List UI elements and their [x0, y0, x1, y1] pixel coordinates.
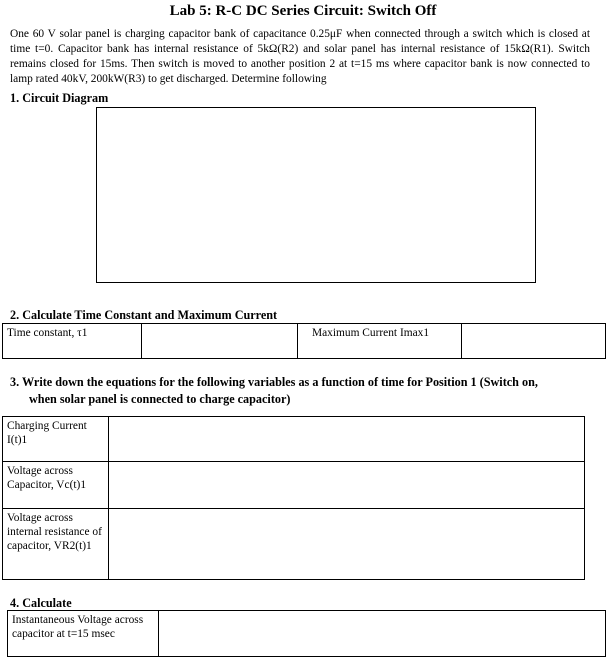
time-constant-label: Time constant, τ1: [3, 324, 142, 359]
charging-current-answer-cell[interactable]: [109, 417, 585, 462]
max-current-label: Maximum Current Imax1: [298, 324, 462, 359]
problem-statement: One 60 V solar panel is charging capacitor bank of capacitance 0.25μF when connected through a switch which is closed at time t=0. Capacitor bank has internal resistance of 5kΩ(R2) and solar panel has internal resistance of 15kΩ(R1). Switch remains closed for 15ms. Then switch is moved to another position 2 at t=15 ms where capacitor bank is now connected to lamp rated 40kV, 200kW(R3) to get discharged. Determine following: [10, 28, 590, 85]
time-constant-table: [2, 323, 606, 359]
equations-table: [2, 416, 585, 580]
section-1-heading: 1. Circuit Diagram: [10, 91, 109, 105]
capacitor-voltage-label: Voltage across Capacitor, Vc(t)1: [3, 462, 109, 509]
time-constant-answer-cell[interactable]: [142, 324, 298, 359]
charging-current-label: Charging Current I(t)1: [3, 417, 109, 462]
instantaneous-voltage-answer-cell[interactable]: [159, 611, 606, 657]
instantaneous-voltage-table: [7, 610, 606, 657]
instantaneous-voltage-label: Instantaneous Voltage across capacitor at t=15 msec: [8, 611, 159, 657]
circuit-diagram-box[interactable]: [96, 107, 536, 283]
internal-resistance-voltage-answer-cell[interactable]: [109, 509, 585, 580]
section-4-heading: 4. Calculate: [10, 596, 72, 610]
section-3-heading-line-1: 3. Write down the equations for the following variables as a function of time for Position 1 (Switch on,: [10, 375, 538, 389]
internal-resistance-voltage-label: Voltage across internal resistance of capacitor, VR2(t)1: [3, 509, 109, 580]
section-2-heading: 2. Calculate Time Constant and Maximum Current: [10, 308, 278, 322]
capacitor-voltage-answer-cell[interactable]: [109, 462, 585, 509]
max-current-answer-cell[interactable]: [462, 324, 606, 359]
page-title: Lab 5: R-C DC Series Circuit: Switch Off: [169, 3, 437, 19]
section-3-heading-line-2: when solar panel is connected to charge capacitor): [29, 392, 291, 406]
